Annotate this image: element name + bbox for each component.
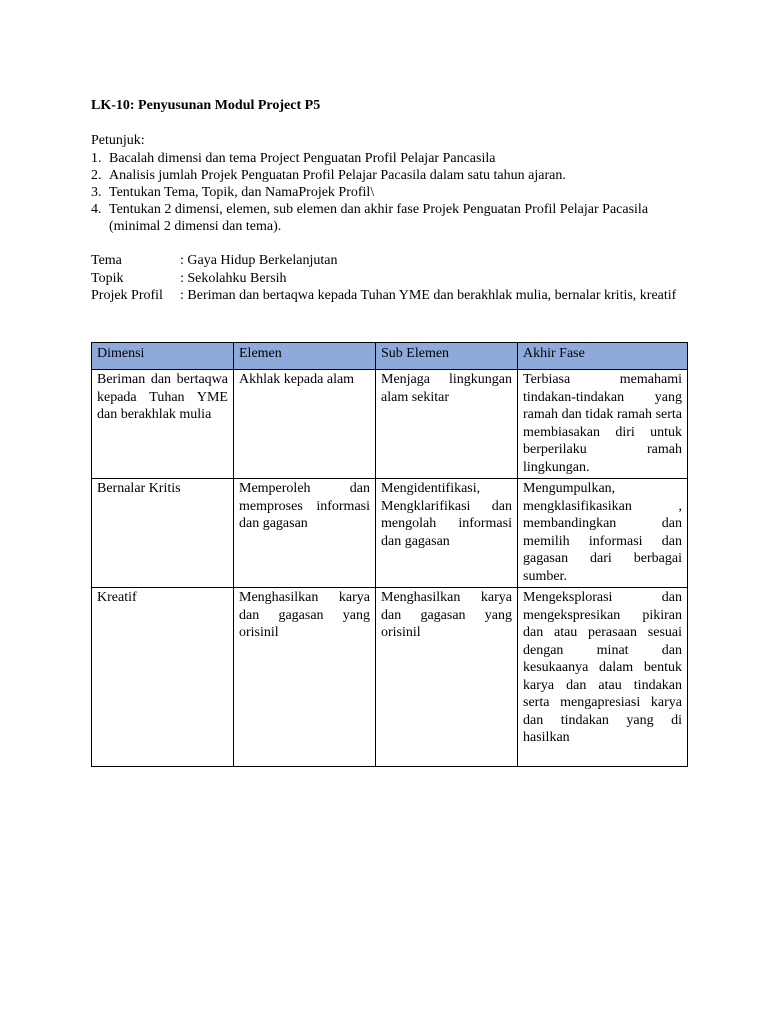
meta-key: Projek Profil [91,288,163,303]
table-cell: Menjaga lingkungan alam sekitar [376,370,518,479]
dimension-table [91,342,688,767]
list-item [91,201,687,235]
table-cell: Menghasilkan karya dan gagasan yang orisinil [376,588,518,767]
meta-row-projek-profil [91,287,687,305]
instructions-list [91,150,687,235]
table-cell: Terbiasa memahami tindakan-tindakan yang ramah dan tidak ramah serta membiasakan diri untuk berperilaku ramah lingkungan. [518,370,688,479]
table-cell: Beriman dan bertaqwa kepada Tuhan YME dan berakhlak mulia [92,370,234,479]
project-meta [91,252,687,305]
meta-row-topik [91,270,687,288]
meta-value: : Beriman dan bertaqwa kepada Tuhan YME dan berakhlak mulia, bernalar kritis, kreatif [180,288,677,303]
meta-value: : Gaya Hidup Berkelanjutan [180,253,338,268]
meta-key: Topik [91,270,124,286]
meta-key: Tema [91,253,122,268]
list-item-text: Analisis jumlah Projek Penguatan Profil Pelajar Pacasila dalam satu tahun ajaran. [109,168,566,183]
table-cell: Bernalar Kritis [92,479,234,588]
list-item-number: 4. [91,202,102,217]
list-item [91,167,687,184]
list-item-number: 2. [91,168,102,183]
table-row [92,370,688,479]
table-cell: Mengidentifikasi, Mengklarifikasi dan mengolah informasi dan gagasan [376,479,518,588]
meta-row-tema [91,252,687,270]
list-item-number: 3. [91,185,102,200]
table-header-row [92,343,688,370]
table-row [92,479,688,588]
table-cell: Menghasilkan karya dan gagasan yang orisinil [234,588,376,767]
meta-value: : Sekolahku Bersih [180,270,287,286]
list-item-text: Tentukan Tema, Topik, dan NamaProjek Profil\ [109,185,375,200]
list-item [91,150,687,167]
header-elemen: Elemen [234,343,376,370]
table-cell: Mengumpulkan, mengklasifikasikan , membandingkan dan memilih informasi dan gagasan dari berbagai sumber. [518,479,688,588]
table-cell: Kreatif [92,588,234,767]
table-cell: Mengeksplorasi dan mengekspresikan pikiran dan atau perasaan sesuai dengan minat dan kesukaanya dalam bentuk karya dan atau tindakan serta mengapresiasi karya dan tindakan yang di hasilkan [518,588,688,767]
header-sub-elemen: Sub Elemen [376,343,518,370]
header-dimensi: Dimensi [92,343,234,370]
document-body [91,98,687,305]
table-row [92,588,688,767]
table-cell: Memperoleh dan memproses informasi dan gagasan [234,479,376,588]
document-title: LK-10: Penyusunan Modul Project P5 [91,98,321,113]
list-item-text: Tentukan 2 dimensi, elemen, sub elemen dan akhir fase Projek Penguatan Profil Pelajar Pacasila (minimal 2 dimensi dan tema). [109,202,649,234]
list-item [91,184,687,201]
header-akhir-fase: Akhir Fase [518,343,688,370]
instructions-label: Petunjuk: [91,133,145,148]
table-cell: Akhlak kepada alam [234,370,376,479]
list-item-number: 1. [91,151,102,166]
list-item-text: Bacalah dimensi dan tema Project Penguatan Profil Pelajar Pancasila [109,151,496,166]
